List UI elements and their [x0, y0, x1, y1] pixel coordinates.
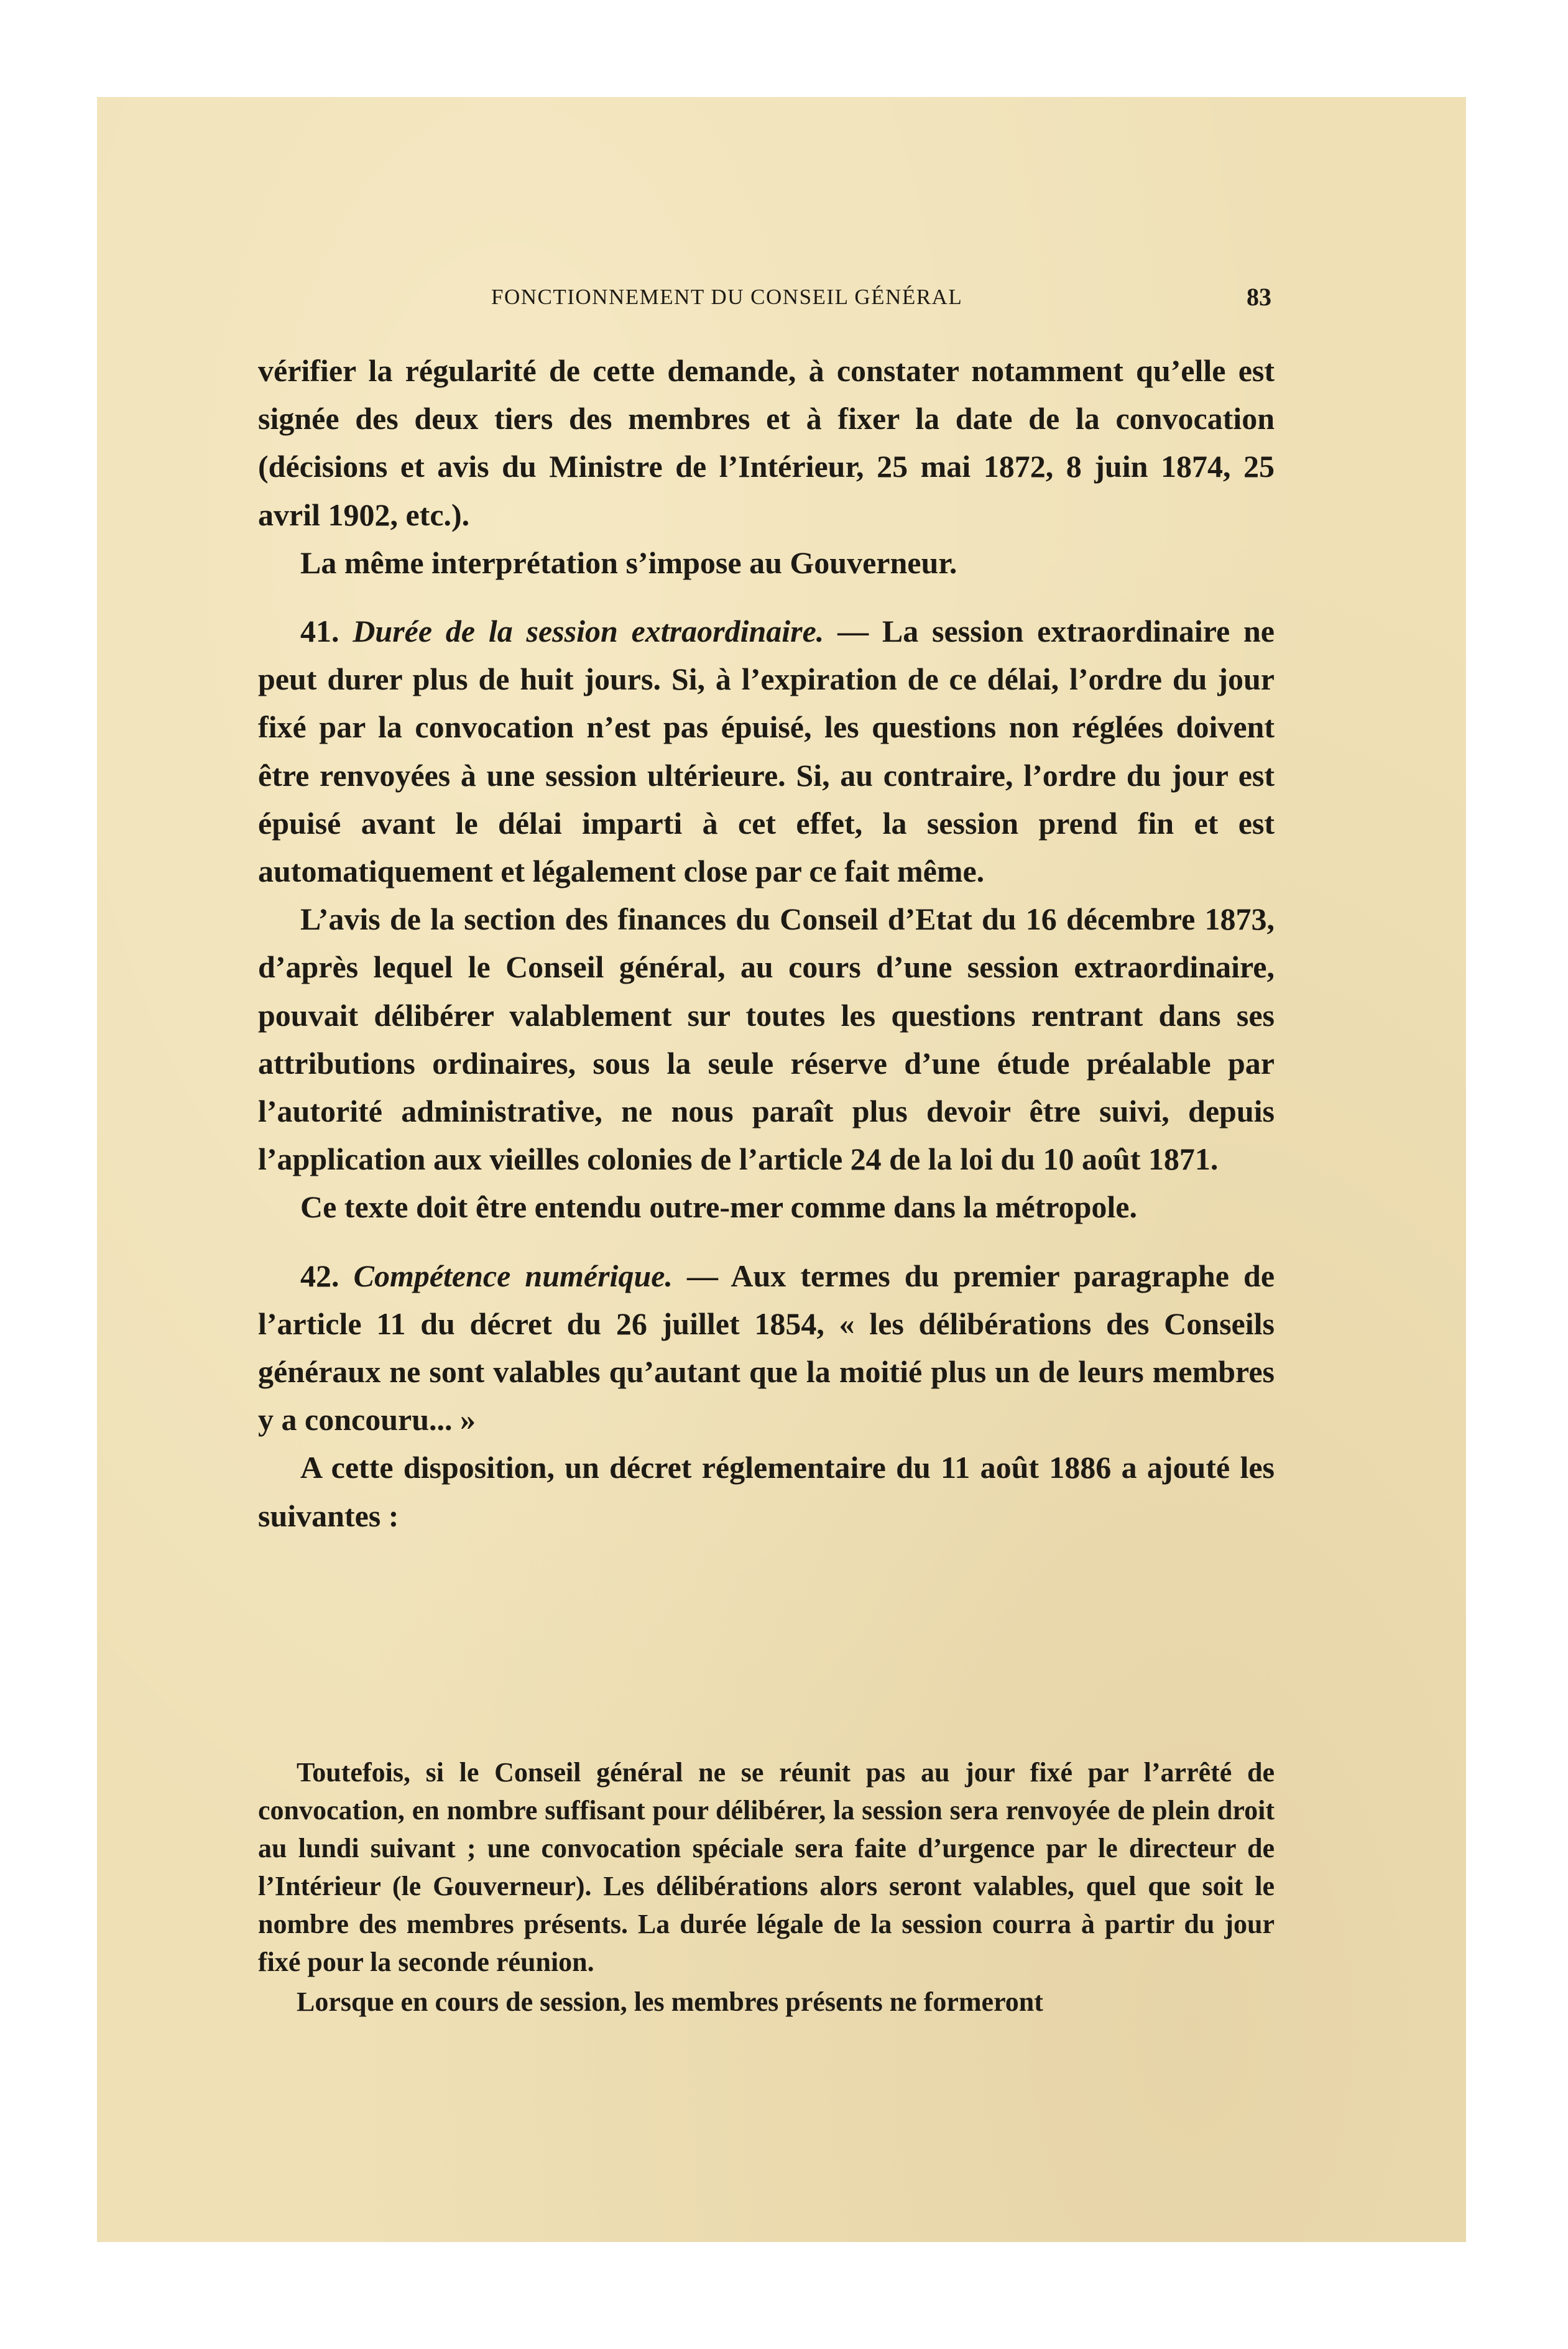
running-title: FONCTIONNEMENT DU CONSEIL GÉNÉRAL — [491, 285, 963, 309]
body-text — [258, 347, 1275, 1540]
section-42-title: Compétence numérique. — [353, 1258, 673, 1293]
section-41 — [258, 607, 1275, 895]
quote-paragraph-continued: Lorsque en cours de session, les membres présents ne formeront — [297, 1987, 1043, 2017]
quote-paragraph: Toutefois, si le Conseil général ne se réunit pas au jour fixé par l’arrêté de convocation, en nombre suffisant pour délibérer, la session sera renvoyée de plein droit au lundi suivant ; une convocation spéciale sera faite d’urgence par le directeur de l’Intérieur (le Gouverneur). Les délibérations alors seront valables, quel que soit le nombre des membres présents. La durée légale de la session courra à partir du jour fixé pour la seconde réunion. — [258, 1757, 1275, 1977]
paragraph-decret-1886: A cette disposition, un décret réglementaire du 11 août 1886 a ajouté les suivantes : — [258, 1450, 1275, 1533]
page-number: 83 — [1247, 283, 1271, 311]
paragraph-avis-conseil-etat: L’avis de la section des finances du Conseil d’Etat du 16 décembre 1873, d’après lequel le Conseil général, au cours d’une session extraordinaire, pouvait délibérer valablement sur toutes les questions rentrant dans ses attributions ordinaires, sous la seule réserve d’une étude préalable par l’autorité administrative, ne nous paraît plus devoir être suivi, depuis l’application aux vieilles colonies de l’article 24 de la loi du 10 août 1871. — [258, 902, 1275, 1177]
block-quote — [258, 1753, 1275, 2021]
running-head — [258, 285, 1275, 316]
section-41-title: Durée de la session extraordinaire. — [353, 614, 824, 649]
section-42-number: 42. — [300, 1258, 339, 1293]
paragraph-continuation: vérifier la régularité de cette demande, à constater notamment qu’elle est signée des deux tiers des membres et à fixer la date de la convocation (décisions et avis du Ministre de l’Intérieur, 25 mai 1872, 8 juin 1874, 25 avril 1902, etc.). — [258, 353, 1275, 532]
section-42 — [258, 1252, 1275, 1444]
section-42-text: — Aux termes du premier paragraphe de l’article 11 du décret du 26 juillet 1854, « les délibérations des Conseils généraux ne sont valables qu’autant que la moitié plus un de leurs membres y a concouru... » — [258, 1258, 1275, 1438]
paragraph-outre-mer: Ce texte doit être entendu outre-mer comme dans la métropole. — [300, 1189, 1137, 1225]
paragraph-gouverneur: La même interprétation s’impose au Gouverneur. — [300, 545, 957, 580]
section-41-number: 41. — [300, 614, 339, 649]
section-41-text: — La session extraordinaire ne peut durer plus de huit jours. Si, à l’expiration de ce délai, l’ordre du jour fixé par la convocation n’est pas épuisé, les questions non réglées doivent être renvoyées à une session ultérieure. Si, au contraire, l’ordre du jour est épuisé avant le délai imparti à cet effet, la session prend fin et est automatiquement et légalement close par ce fait même. — [258, 614, 1275, 889]
